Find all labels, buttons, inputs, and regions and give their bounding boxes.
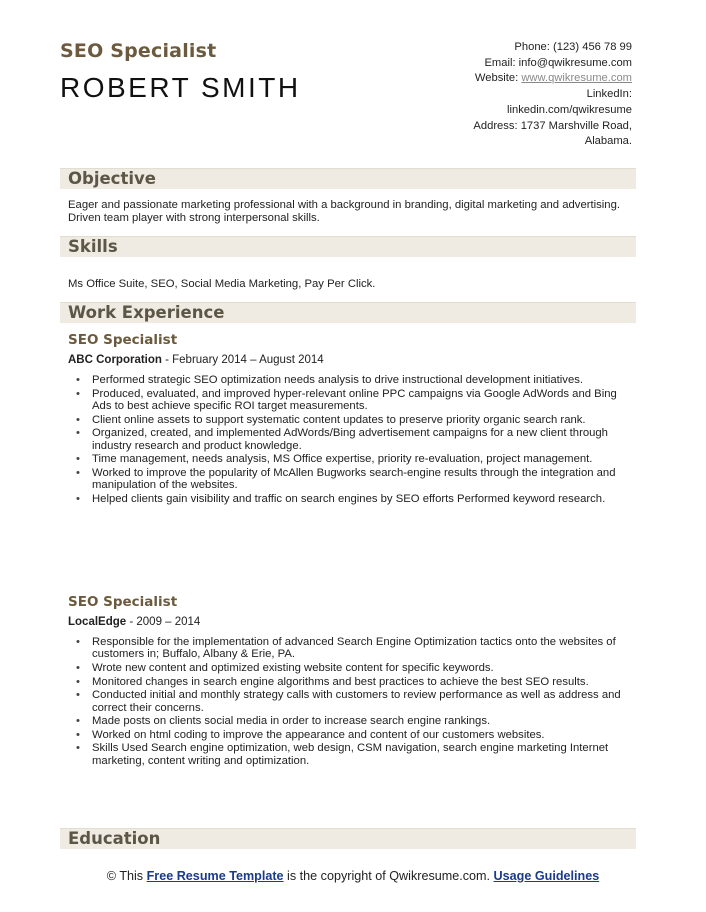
list-item: • Wrote new content and optimized existing website content for specific keywords. <box>76 662 636 674</box>
list-item: • Helped clients gain visibility and traffic on search engines by SEO efforts Performed keyword research. <box>76 493 636 505</box>
job-2-dates: - 2009 – 2014 <box>126 616 201 628</box>
education-section-header <box>60 828 636 849</box>
work-section-header <box>60 302 636 323</box>
list-item: • Organized, created, and implemented AdWords/Bing advertisement campaigns for a new client through industry research and product knowledge. <box>76 427 636 452</box>
email-value: info@qwikresume.com <box>518 56 632 69</box>
list-item: • Performed strategic SEO optimization needs analysis to drive instructional development initiatives. <box>76 374 636 386</box>
list-item: • Conducted initial and monthly strategy calls with customers to review performance as well as address and correct their concerns. <box>76 689 636 714</box>
list-item: • Client online assets to support systematic content updates to preserve priority organic search rank. <box>76 414 636 426</box>
address-line1: 1737 Marshville Road, <box>520 119 632 132</box>
education-heading: Education <box>68 829 161 848</box>
list-item: • Worked to improve the popularity of McAllen Bugworks search-engine results through the integration and manipulation of the websites. <box>76 467 636 492</box>
contact-linkedin-value: linkedin.com/qwikresume <box>507 103 632 116</box>
list-item: • Skills Used Search engine optimization, web design, CSM navigation, search engine marketing Internet marketing, content writing and optimization. <box>76 742 636 767</box>
list-item: • Monitored changes in search engine algorithms and best practices to achieve the best SEO results. <box>76 676 636 688</box>
website-label: Website: <box>474 72 519 85</box>
contact-block <box>372 40 632 150</box>
list-item: • Worked on html coding to improve the appearance and content of our customers websites. <box>76 729 636 741</box>
footer-prefix: © This <box>106 869 147 883</box>
contact-address <box>372 119 632 135</box>
work-heading: Work Experience <box>68 303 225 322</box>
copyright-footer <box>60 868 646 884</box>
contact-email <box>372 56 632 72</box>
skills-text: Ms Office Suite, SEO, Social Media Marketing, Pay Per Click. <box>68 278 376 290</box>
contact-website <box>372 71 632 87</box>
usage-guidelines-link[interactable]: Usage Guidelines <box>493 869 600 883</box>
footer-middle: is the copyright of Qwikresume.com. <box>283 869 494 883</box>
email-label: Email: <box>484 56 516 69</box>
phone-label: Phone: <box>514 41 550 53</box>
objective-text: Eager and passionate marketing professional with a background in branding, digital marketing and advertising. Driven team player with strong interpersonal skills. <box>68 199 620 224</box>
job-2-company: LocalEdge <box>68 616 127 628</box>
skills-section-header <box>60 236 636 257</box>
job-2-bullets <box>76 636 636 768</box>
job-1-company: ABC Corporation <box>68 354 162 366</box>
skills-heading: Skills <box>68 237 118 256</box>
list-item: • Time management, needs analysis, MS Office expertise, priority re-evaluation, project management. <box>76 453 636 465</box>
objective-heading: Objective <box>68 169 156 188</box>
candidate-name: ROBERT SMITH <box>60 72 301 103</box>
job-2-company-line <box>68 616 200 628</box>
objective-section-header <box>60 168 636 189</box>
header-job-title: SEO Specialist <box>60 40 217 62</box>
job-1-title: SEO Specialist <box>68 332 178 348</box>
job-1-bullets <box>76 374 636 506</box>
job-1-company-line <box>68 354 324 366</box>
job-2-title: SEO Specialist <box>68 594 178 610</box>
free-resume-template-link[interactable]: Free Resume Template <box>146 869 284 883</box>
job-1-dates: - February 2014 – August 2014 <box>161 354 324 366</box>
address-label: Address: <box>473 119 518 132</box>
website-link[interactable]: www.qwikresume.com <box>521 72 632 85</box>
phone-value: (123) 456 78 99 <box>553 41 632 53</box>
address-line2: Alabama. <box>584 135 632 148</box>
list-item: • Made posts on clients social media in order to increase search engine rankings. <box>76 715 636 727</box>
contact-phone <box>372 40 632 56</box>
list-item: • Responsible for the implementation of advanced Search Engine Optimization tactics onto the websites of customers in; Buffalo, Albany & Erie, PA. <box>76 636 636 661</box>
list-item: • Produced, evaluated, and improved hyper-relevant online PPC campaigns via Google AdWords and Bing Ads to best achieve specific ROI target measurements. <box>76 388 636 413</box>
contact-linkedin-label: LinkedIn: <box>586 88 632 101</box>
